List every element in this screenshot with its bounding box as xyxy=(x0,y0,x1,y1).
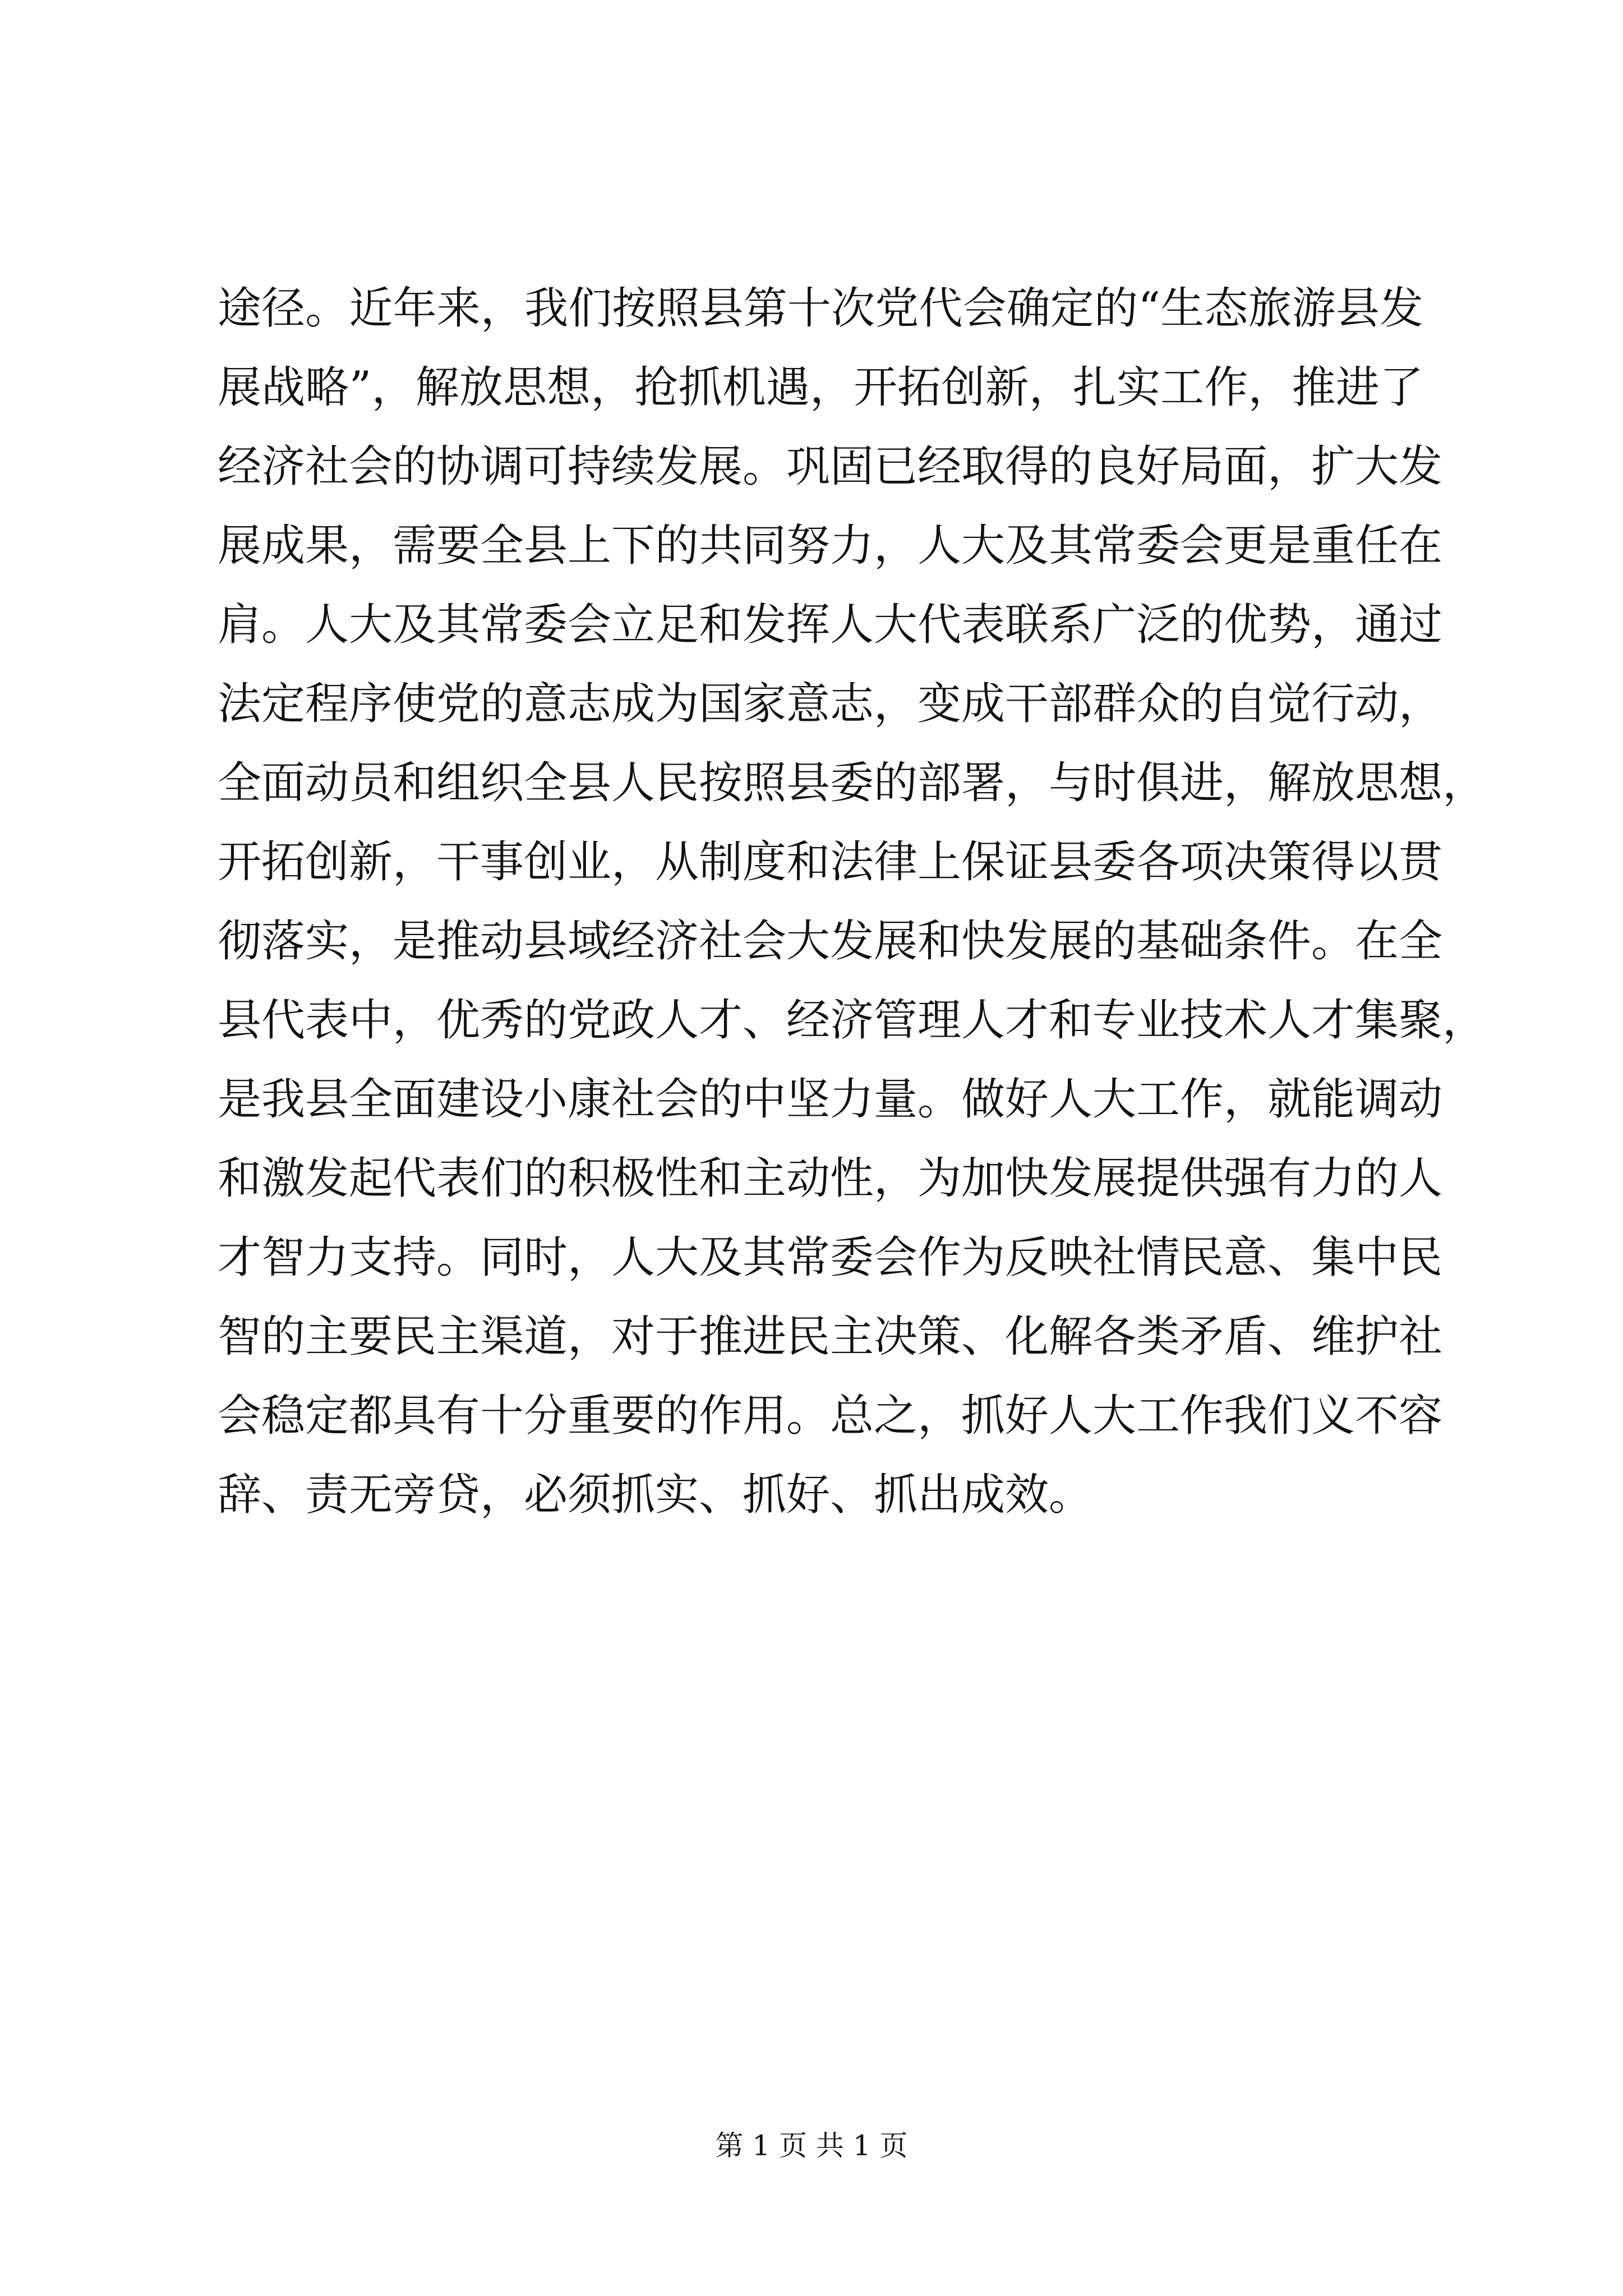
text-line: 是我县全面建设小康社会的中坚力量。做好人大工作，就能调动 xyxy=(218,1074,1443,1125)
text-line: 和激发起代表们的积极性和主动性，为加快发展提供强有力的人 xyxy=(218,1153,1443,1204)
page-number-footer: 第 1 页 共 1 页 xyxy=(715,2129,908,2162)
text-line: 辞、责无旁贷，必须抓实、抓好、抓出成效。 xyxy=(218,1470,1093,1520)
text-line: 开拓创新，干事创业，从制度和法律上保证县委各项决策得以贯 xyxy=(218,837,1443,887)
body-paragraph xyxy=(218,269,1487,1535)
text-line: 会稳定都具有十分重要的作用。总之，抓好人大工作我们义不容 xyxy=(218,1391,1443,1441)
text-line: 法定程序使党的意志成为国家意志，变成干部群众的自觉行动， xyxy=(218,679,1443,729)
text-line: 途径。近年来，我们按照县第十次党代会确定的“生态旅游县发 xyxy=(218,283,1423,334)
text-line: 展成果，需要全县上下的共同努力，人大及其常委会更是重任在 xyxy=(218,521,1443,571)
text-line: 肩。人大及其常委会立足和发挥人大代表联系广泛的优势，通过 xyxy=(218,600,1443,650)
text-line: 展战略”，解放思想，抢抓机遇，开拓创新，扎实工作，推进了 xyxy=(218,362,1423,413)
text-line: 经济社会的协调可持续发展。巩固已经取得的良好局面，扩大发 xyxy=(218,441,1443,492)
text-line: 全面动员和组织全县人民按照县委的部署，与时俱进，解放思想， xyxy=(218,758,1487,808)
text-line: 才智力支持。同时，人大及其常委会作为反映社情民意、集中民 xyxy=(218,1232,1443,1283)
text-line: 彻落实，是推动县域经济社会大发展和快发展的基础条件。在全 xyxy=(218,916,1443,967)
text-line: 智的主要民主渠道，对于推进民主决策、化解各类矛盾、维护社 xyxy=(218,1312,1443,1362)
text-line: 县代表中，优秀的党政人才、经济管理人才和专业技术人才集聚， xyxy=(218,995,1487,1046)
